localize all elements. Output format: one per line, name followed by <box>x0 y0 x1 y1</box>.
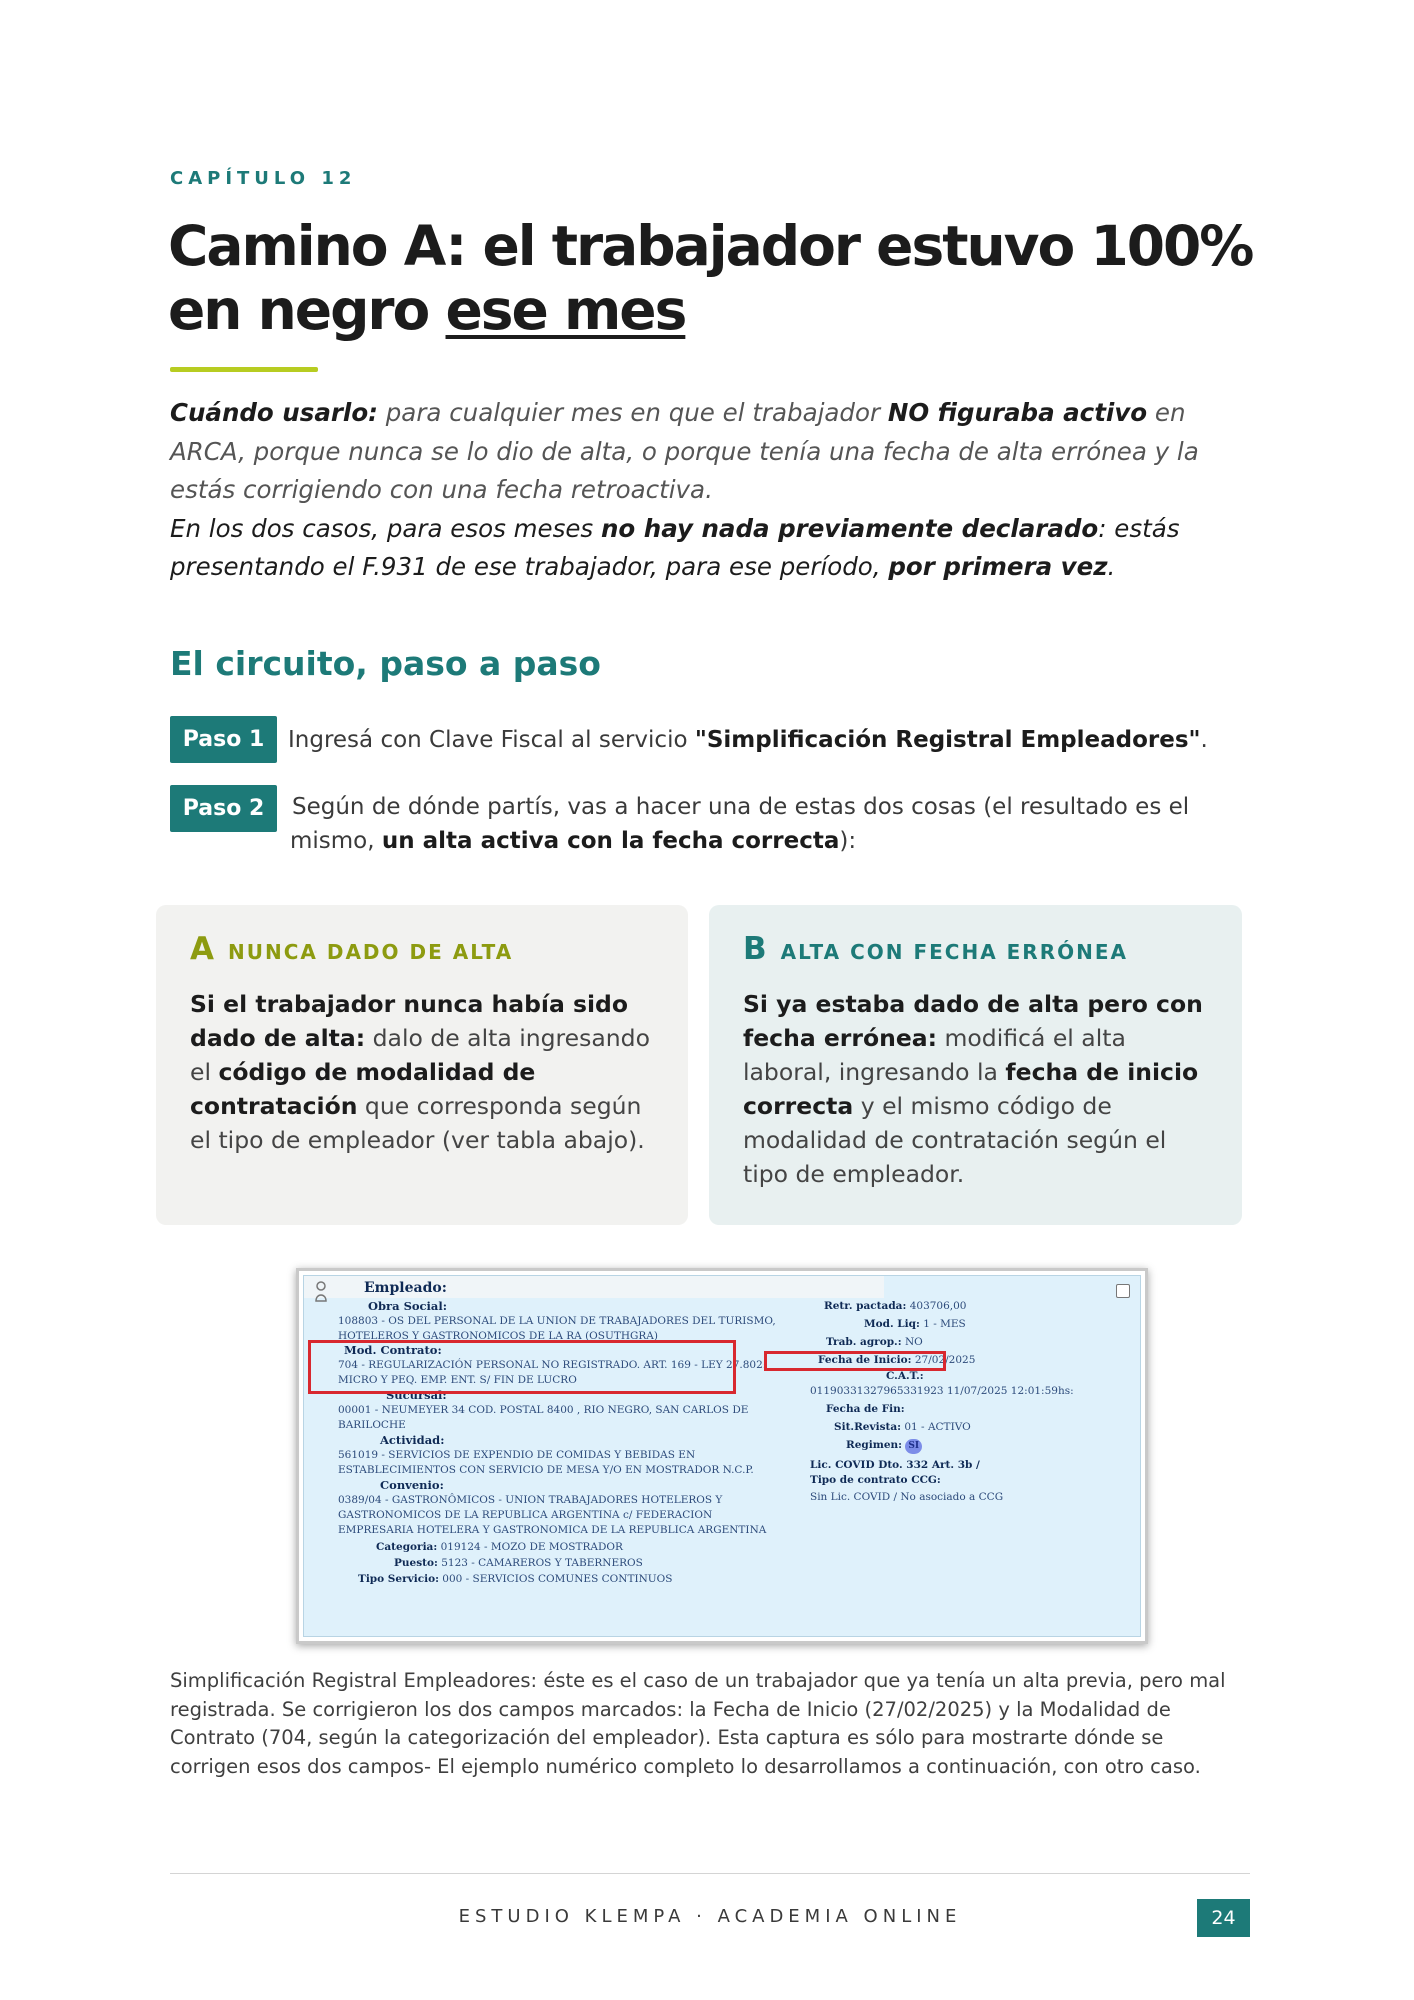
convenio-label: Convenio: <box>380 1478 444 1492</box>
tipo-servicio-row <box>358 1572 672 1587</box>
step-1-badge: Paso 1 <box>170 716 277 763</box>
trab-agrop-label: Trab. agrop.: <box>826 1336 902 1348</box>
regimen-label: Regimen: <box>846 1439 903 1451</box>
puesto-row <box>394 1556 643 1571</box>
intro-text: para cualquier mes en que el trabajador <box>377 398 888 427</box>
card-text: modificá el alta laboral, ingresando la <box>743 1024 1126 1086</box>
modliq-value: 1 - MES <box>923 1318 966 1330</box>
actividad-value: 561019 - SERVICIOS DE EXPENDIO DE COMIDAS Y BEBIDAS EN ESTABLECIMIENTOS CON SERVICIO DE MESA Y/O EN MOSTRADOR N.C.P. <box>338 1449 754 1476</box>
fecha-fin-label: Fecha de Fin: <box>826 1403 905 1415</box>
step-2-badge: Paso 2 <box>170 785 277 832</box>
regimen-row <box>846 1438 922 1454</box>
intro-paragraph <box>170 394 1260 587</box>
card-heading: ALTA CON FECHA ERRÓNEA <box>780 940 1128 964</box>
fecha-inicio-label: Fecha de Inicio: <box>818 1354 912 1366</box>
checkbox-icon[interactable] <box>1116 1284 1130 1298</box>
card-text: que corresponda según el tipo de empleador (ver tabla abajo). <box>190 1092 645 1154</box>
footer-brand: ESTUDIO KLEMPA · ACADEMIA ONLINE <box>458 1906 962 1927</box>
step-text-bold: un alta activa con la fecha correcta <box>381 828 840 854</box>
step-1-text <box>288 723 1248 757</box>
employee-screenshot <box>296 1268 1148 1644</box>
card-text: dalo de alta ingresando el <box>190 1024 650 1086</box>
highlight-fecha-inicio-box <box>764 1351 946 1371</box>
card-letter: B <box>743 931 767 967</box>
cat-value: 01190331327965331923 11/07/2025 12:01:59hs: <box>810 1385 1074 1397</box>
intro-bold: NO figuraba activo <box>887 398 1148 427</box>
card-bold: Si el trabajador nunca había sido dado de alta: <box>190 990 629 1052</box>
retr-value: 403706,00 <box>909 1300 967 1312</box>
modliq-row <box>864 1317 966 1332</box>
intro-bold: no hay nada previamente declarado <box>600 513 1099 543</box>
covid-label <box>810 1458 980 1473</box>
card-body <box>743 987 1208 1191</box>
covid-value: Sin Lic. COVID / No asociado a CCG <box>810 1491 1004 1503</box>
highlight-mod-contrato-box <box>308 1340 736 1394</box>
trab-agrop-row <box>826 1335 923 1350</box>
actividad-label: Actividad: <box>380 1433 445 1447</box>
card-body <box>190 987 654 1157</box>
employee-heading: Empleado: <box>364 1280 447 1296</box>
sit-revista-row <box>834 1420 971 1435</box>
covid-label-text: Lic. COVID Dto. 332 Art. 3b / <box>810 1459 980 1471</box>
convenio-value: 0389/04 - GASTRONÔMICOS - UNION TRABAJADORES HOTELEROS Y GASTRONOMICOS DE LA REPUBLICA ARGENTINA c/ FEDERACION EMPRESARIA HOTELERA Y GASTRONOMICA DE LA REPUBLICA ARGENTINA <box>338 1494 767 1536</box>
tipo-servicio-value: 000 - SERVICIOS COMUNES CONTINUOS <box>442 1573 673 1585</box>
intro-text: en ARCA, porque nunca se lo dio de alta, o porque tenía una fecha de alta errónea y la estás corrigiendo con una fecha retroactiva. <box>170 398 1199 504</box>
page-title <box>168 214 1268 342</box>
step-2-text <box>290 790 1250 858</box>
intro-bold: por primera vez <box>888 552 1108 581</box>
retr-label: Retr. pactada: <box>824 1300 907 1312</box>
title-underlined: ese mes <box>445 278 686 342</box>
section-heading: El circuito, paso a paso <box>170 644 601 683</box>
retr-row <box>824 1299 966 1314</box>
title-main: Camino A: el trabajador estuvo 100% en negro <box>168 214 1253 342</box>
categoria-value: 019124 - MOZO DE MOSTRADOR <box>440 1541 623 1553</box>
sit-revista-value: 01 - ACTIVO <box>904 1421 971 1433</box>
step-text-bold: "Simplificación Registral Empleadores" <box>694 727 1201 753</box>
step-text-part: . <box>1200 727 1208 753</box>
sit-revista-label: Sit.Revista: <box>834 1421 902 1433</box>
card-heading: NUNCA DADO DE ALTA <box>228 940 514 964</box>
puesto-value: 5123 - CAMAREROS Y TABERNEROS <box>441 1557 643 1569</box>
person-icon <box>314 1280 328 1302</box>
categoria-row <box>376 1540 623 1555</box>
intro-text: . <box>1107 552 1116 581</box>
employee-panel <box>303 1275 1141 1637</box>
footer-divider <box>170 1873 1250 1874</box>
step-text-part: Según de dónde partís, vas a hacer una de estas dos cosas (el resultado es el mismo, <box>290 794 1190 854</box>
card-letter: A <box>190 931 214 967</box>
fecha-inicio-value: 27/02/2025 <box>914 1354 976 1366</box>
option-card-a <box>156 905 688 1225</box>
obra-social-label: Obra Social: <box>368 1299 447 1313</box>
ccg-label-text: Tipo de contrato CCG: <box>810 1474 941 1486</box>
option-card-b <box>709 905 1242 1225</box>
mod-contrato-value: 704 - REGULARIZACIÓN PERSONAL NO REGISTRADO. ART. 169 - LEY 27.802: MICRO Y PEQ. EMP. ENT. S/ FIN DE LUCRO <box>338 1359 767 1386</box>
sucursal-value: 00001 - NEUMEYER 34 COD. POSTAL 8400 , RIO NEGRO, SAN CARLOS DE BARILOCHE <box>338 1404 749 1431</box>
categoria-label: Categoria: <box>376 1541 438 1553</box>
card-bold: código de modalidad de contratación <box>190 1058 536 1120</box>
step-text-part: ): <box>839 828 857 854</box>
fecha-fin-row <box>826 1402 905 1417</box>
intro-lead-label: Cuándo usarlo: <box>170 398 378 427</box>
screenshot-caption: Simplificación Registral Empleadores: éste es el caso de un trabajador que ya tenía un alta previa, pero mal registrada. Se corrigieron los dos campos marcados: la Fecha de Inicio (27/02/2025) y la Modalidad de Contrato (704, según la categorización del empleador). Esta captura es sólo para mostrarte dónde se corrigen esos dos campos- El ejemplo numérico completo lo desarrollamos a continuación, con otro caso. <box>170 1669 1226 1778</box>
trab-agrop-value: NO <box>904 1336 923 1348</box>
regimen-badge: SI <box>905 1439 922 1454</box>
cat-label-row <box>886 1369 924 1384</box>
chapter-label: CAPÍTULO 12 <box>170 168 357 189</box>
title-accent-rule <box>170 367 318 372</box>
tipo-servicio-label: Tipo Servicio: <box>358 1573 439 1585</box>
mod-contrato-label: Mod. Contrato: <box>344 1343 442 1357</box>
intro-text: En los dos casos, para esos meses <box>170 513 601 543</box>
step-text-part: Ingresá con Clave Fiscal al servicio <box>288 727 695 753</box>
obra-social-value: 108803 - OS DEL PERSONAL DE LA UNION DE TRABAJADORES DEL TURISMO, HOTELEROS Y GASTRONOMICOS DE LA RA (OSUTHGRA) <box>338 1315 776 1342</box>
modliq-label: Mod. Liq: <box>864 1318 920 1330</box>
puesto-label: Puesto: <box>394 1557 438 1569</box>
page-number: 24 <box>1197 1899 1250 1937</box>
sucursal-label: Sucursal: <box>386 1388 447 1402</box>
intro-text: : estás presentando el F.931 de ese trabajador, para ese período, <box>170 513 1180 581</box>
ccg-label <box>810 1473 941 1488</box>
card-bold: fecha de inicio correcta <box>743 1058 1199 1120</box>
card-bold: Si ya estaba dado de alta pero con fecha errónea: <box>743 990 1203 1052</box>
card-text: y el mismo código de modalidad de contratación según el tipo de empleador. <box>743 1092 1167 1188</box>
cat-label: C.A.T.: <box>886 1370 924 1382</box>
